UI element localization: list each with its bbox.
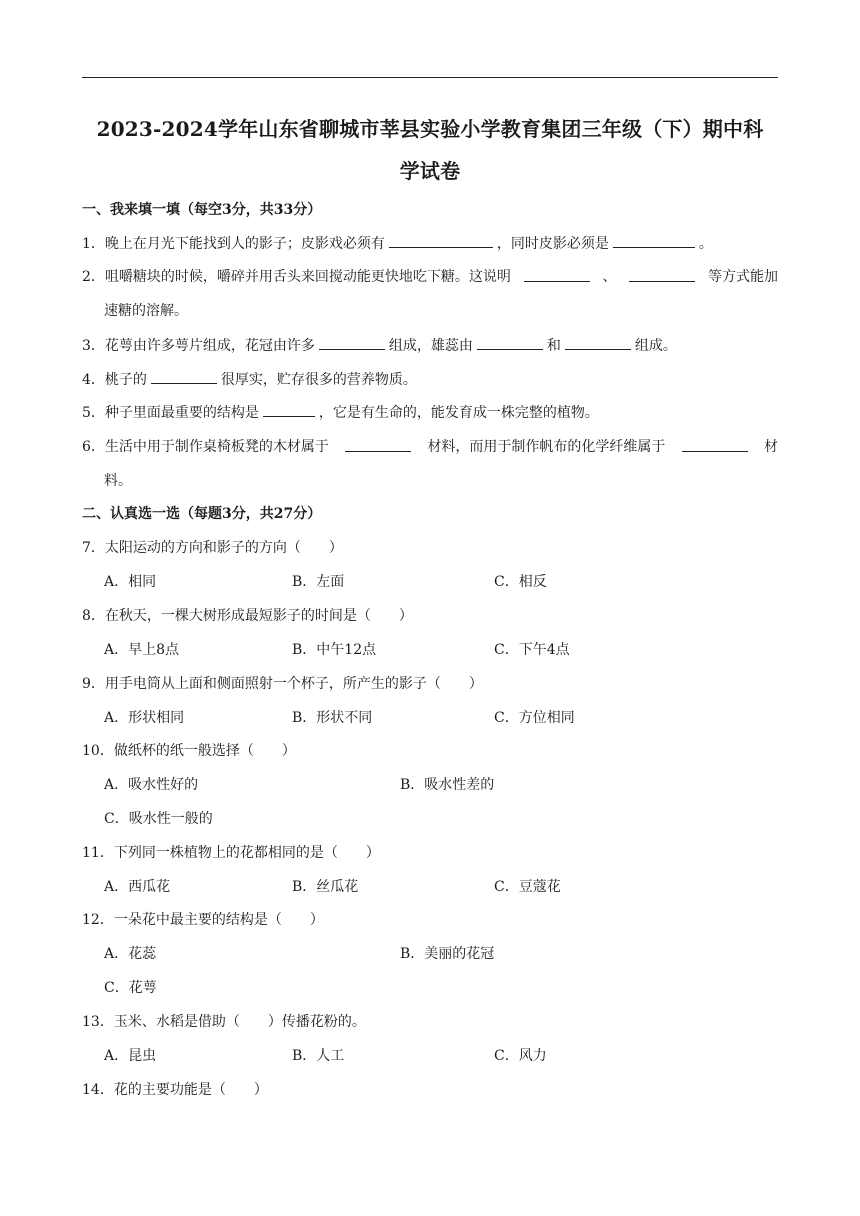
answer-blank[interactable] bbox=[477, 337, 543, 350]
answer-blank[interactable] bbox=[613, 235, 695, 248]
question-10: 10．做纸杯的纸一般选择（ ） bbox=[82, 743, 296, 759]
q12-option-a[interactable]: A．花蕊 bbox=[104, 946, 157, 962]
q12-option-b[interactable]: B．美丽的花冠 bbox=[400, 946, 495, 962]
q13-option-b[interactable]: B．人工 bbox=[292, 1048, 345, 1064]
answer-blank[interactable] bbox=[389, 235, 493, 248]
q9-option-a[interactable]: A．形状相同 bbox=[104, 710, 185, 726]
question-7: 7．太阳运动的方向和影子的方向（ ） bbox=[82, 540, 343, 556]
answer-blank[interactable] bbox=[629, 269, 695, 282]
answer-blank[interactable] bbox=[319, 337, 385, 350]
question-9: 9．用手电筒从上面和侧面照射一个杯子，所产生的影子（ ） bbox=[82, 676, 483, 692]
question-1: 1．晚上在月光下能找到人的影子；皮影戏必须有 ，同时皮影必须是 。 bbox=[82, 236, 713, 252]
q10-option-b[interactable]: B．吸水性差的 bbox=[400, 777, 495, 793]
question-2: 2．咀嚼糖块的时候，嚼碎并用舌头来回搅动能更快地吃下糖。这说明 、 等方式能加 bbox=[82, 269, 778, 285]
header-rule bbox=[82, 77, 778, 78]
q8-option-a[interactable]: A．早上8点 bbox=[104, 642, 180, 658]
question-4: 4．桃子的 很厚实，贮存很多的营养物质。 bbox=[82, 372, 417, 388]
q7-option-a[interactable]: A．相同 bbox=[104, 574, 157, 590]
question-5: 5．种子里面最重要的结构是 ，它是有生命的，能发育成一株完整的植物。 bbox=[82, 405, 599, 421]
q9-option-c[interactable]: C．方位相同 bbox=[494, 710, 575, 726]
q8-option-c[interactable]: C．下午4点 bbox=[494, 642, 570, 658]
answer-blank[interactable] bbox=[565, 337, 631, 350]
q7-option-c[interactable]: C．相反 bbox=[494, 574, 547, 590]
q11-option-c[interactable]: C．豆蔻花 bbox=[494, 879, 561, 895]
q8-option-b[interactable]: B．中午12点 bbox=[292, 642, 377, 658]
q10-option-c[interactable]: C．吸水性一般的 bbox=[104, 811, 213, 827]
answer-blank[interactable] bbox=[524, 269, 590, 282]
q11-option-b[interactable]: B．丝瓜花 bbox=[292, 879, 359, 895]
question-8: 8．在秋天，一棵大树形成最短影子的时间是（ ） bbox=[82, 608, 413, 624]
answer-blank[interactable] bbox=[682, 439, 748, 452]
question-6-continued: 料。 bbox=[104, 473, 132, 489]
q7-option-b[interactable]: B．左面 bbox=[292, 574, 345, 590]
section2-heading: 二、认真选一选（每题3分，共27分） bbox=[82, 506, 322, 522]
question-6: 6．生活中用于制作桌椅板凳的木材属于 材料，而用于制作帆布的化学纤维属于 材 bbox=[82, 439, 778, 455]
question-2-continued: 速糖的溶解。 bbox=[104, 303, 188, 319]
question-12: 12．一朵花中最主要的结构是（ ） bbox=[82, 912, 324, 928]
section1-heading: 一、我来填一填（每空3分，共33分） bbox=[82, 202, 322, 218]
q13-option-a[interactable]: A．昆虫 bbox=[104, 1048, 157, 1064]
q13-option-c[interactable]: C．风力 bbox=[494, 1048, 547, 1064]
q9-option-b[interactable]: B．形状不同 bbox=[292, 710, 373, 726]
q10-option-a[interactable]: A．吸水性好的 bbox=[104, 777, 199, 793]
exam-title-line1: 2023-2024学年山东省聊城市莘县实验小学教育集团三年级（下）期中科 bbox=[96, 117, 764, 141]
question-14: 14．花的主要功能是（ ） bbox=[82, 1082, 268, 1098]
question-13: 13．玉米、水稻是借助（ ）传播花粉的。 bbox=[82, 1014, 366, 1030]
exam-title-line2: 学试卷 bbox=[399, 159, 461, 183]
question-11: 11．下列同一株植物上的花都相同的是（ ） bbox=[82, 845, 380, 861]
q12-option-c[interactable]: C．花萼 bbox=[104, 980, 157, 996]
question-3: 3．花萼由许多萼片组成，花冠由许多 组成，雄蕊由 和 组成。 bbox=[82, 338, 677, 354]
answer-blank[interactable] bbox=[263, 404, 315, 417]
answer-blank[interactable] bbox=[345, 439, 411, 452]
q11-option-a[interactable]: A．西瓜花 bbox=[104, 879, 171, 895]
answer-blank[interactable] bbox=[151, 371, 217, 384]
